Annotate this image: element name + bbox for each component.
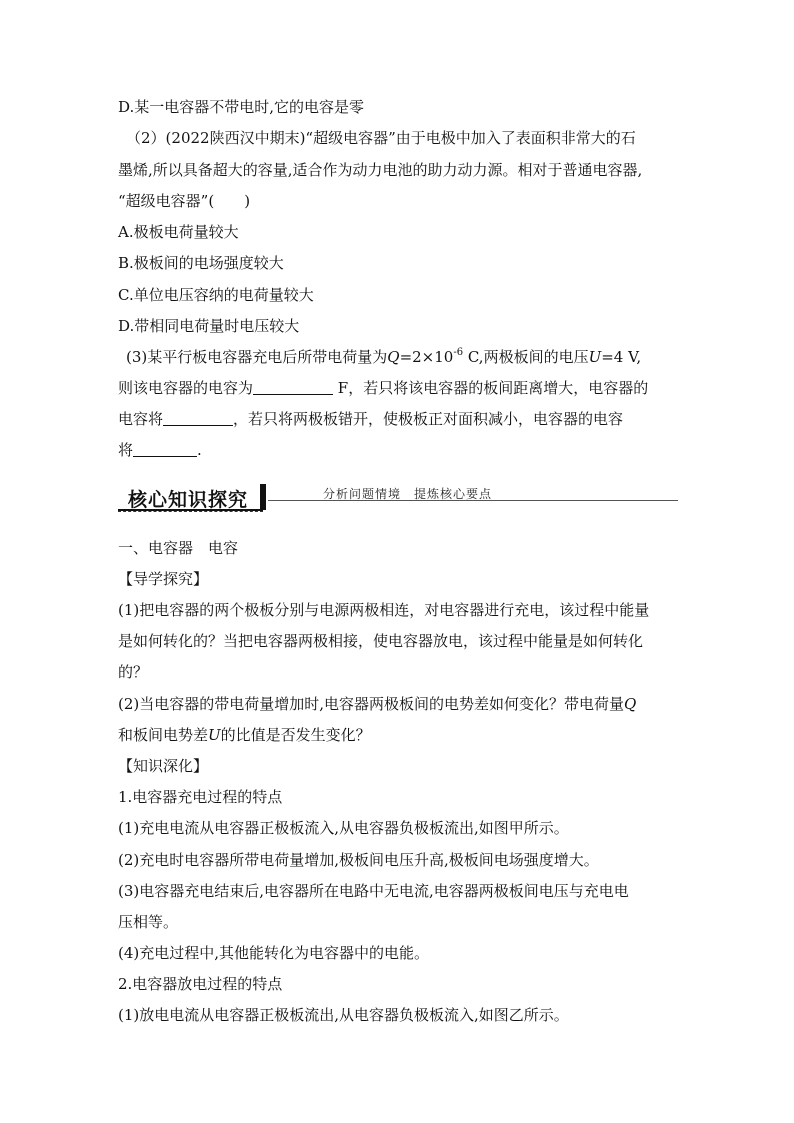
q2-option-d: D.带相同电荷量时电压较大 xyxy=(118,317,300,335)
guide-q2-var-u: U xyxy=(208,726,221,744)
q3-text: 电容将 xyxy=(118,410,164,428)
answer-blank-capacitance-change-1[interactable] xyxy=(163,411,233,426)
answer-blank-capacitance-change-2[interactable] xyxy=(133,442,197,457)
q2-stem-line2: 墨烯,所以具备超大的容量,适合作为动力电池的助力动力源。相对于普通电容器, xyxy=(118,161,643,179)
q3-var-u: U xyxy=(588,348,602,366)
charge-point-1: (1)充电电流从电容器正极板流入,从电容器负极板流出,如图甲所示。 xyxy=(118,819,569,837)
guide-q2-var-q: Q xyxy=(624,695,637,713)
q2-option-c: C.单位电压容纳的电荷量较大 xyxy=(118,286,314,304)
q3-text: F，若只将该电容器的板间距离增大，电容器的 xyxy=(333,379,649,397)
q3-line4 xyxy=(118,440,202,460)
q3-text: =4 V, xyxy=(601,348,642,366)
q3-text: 则该电容器的电容为 xyxy=(118,379,254,397)
guide-q1-line1: (1)把电容器的两个极板分别与电源两极相连，对电容器进行充电，该过程中能量 xyxy=(118,601,650,619)
guide-q1-line2: 是如何转化的？当把电容器两极相接，使电容器放电，该过程中能量是如何转化 xyxy=(118,632,644,650)
banner-title: 核心知识探究 xyxy=(128,489,249,511)
guide-label: 【导学探究】 xyxy=(118,570,209,588)
q3-text: . xyxy=(197,441,202,459)
q2-option-a: A.极板电荷量较大 xyxy=(118,223,239,241)
guide-q2-line1 xyxy=(118,694,636,714)
guide-q2-text: (2)当电容器的带电荷量增加时,电容器两极板间的电势差如何变化？带电荷量 xyxy=(118,695,625,713)
charge-point-4: (4)充电过程中,其他能转化为电容器中的电能。 xyxy=(118,944,430,962)
section-heading: 一、电容器 电容 xyxy=(118,539,239,557)
discharge-title: 2.电容器放电过程的特点 xyxy=(118,975,283,993)
q3-text: 将 xyxy=(118,441,134,459)
charge-point-3-line1: (3)电容器充电结束后,电容器所在电路中无电流,电容器两极板间电压与充电电 xyxy=(118,882,629,900)
q3-exponent: -6 xyxy=(453,347,464,358)
q2-stem-line1: （2）(2022陕西汉中期末)“超级电容器”由于电极中加入了表面积非常大的石 xyxy=(126,129,636,147)
q3-text: =2×10 xyxy=(399,348,454,366)
guide-q2-text: 的比值是否发生变化？ xyxy=(220,726,371,744)
q3-var-q: Q xyxy=(387,348,400,366)
answer-blank-capacitance[interactable] xyxy=(253,380,333,395)
banner-subtitle: 分析问题情境 提炼核心要点 xyxy=(323,487,493,501)
q3-text: C,两极板间的电压 xyxy=(463,348,589,366)
charge-point-2: (2)充电时电容器所带电荷量增加,极板间电压升高,极板间电场强度增大。 xyxy=(118,851,599,869)
banner-dashed-underline xyxy=(118,511,263,512)
section-banner xyxy=(118,483,680,513)
banner-bar xyxy=(260,484,266,510)
q3-text: ，若只将两极板错开，使极板正对面积减小，电容器的电容 xyxy=(233,410,624,428)
guide-q2-line2 xyxy=(118,725,371,745)
discharge-point-1: (1)放电电流从电容器正极板流出,从电容器负极板流入,如图乙所示。 xyxy=(118,1006,569,1024)
charge-title: 1.电容器充电过程的特点 xyxy=(118,788,283,806)
guide-q1-line3: 的？ xyxy=(118,663,149,681)
q3-line2 xyxy=(118,378,648,398)
q3-text: (3)某平行板电容器充电后所带电荷量为 xyxy=(126,348,388,366)
guide-q2-text: 和板间电势差 xyxy=(118,726,209,744)
charge-point-3-line2: 压相等。 xyxy=(118,913,179,931)
q2-option-b: B.极板间的电场强度较大 xyxy=(118,254,284,272)
q3-line3 xyxy=(118,409,623,429)
q3-line1 xyxy=(126,347,641,367)
deepen-label: 【知识深化】 xyxy=(118,757,209,775)
q1-option-d: D.某一电容器不带电时,它的电容是零 xyxy=(118,98,365,116)
q2-stem-line3: “超级电容器”( ) xyxy=(118,192,251,210)
